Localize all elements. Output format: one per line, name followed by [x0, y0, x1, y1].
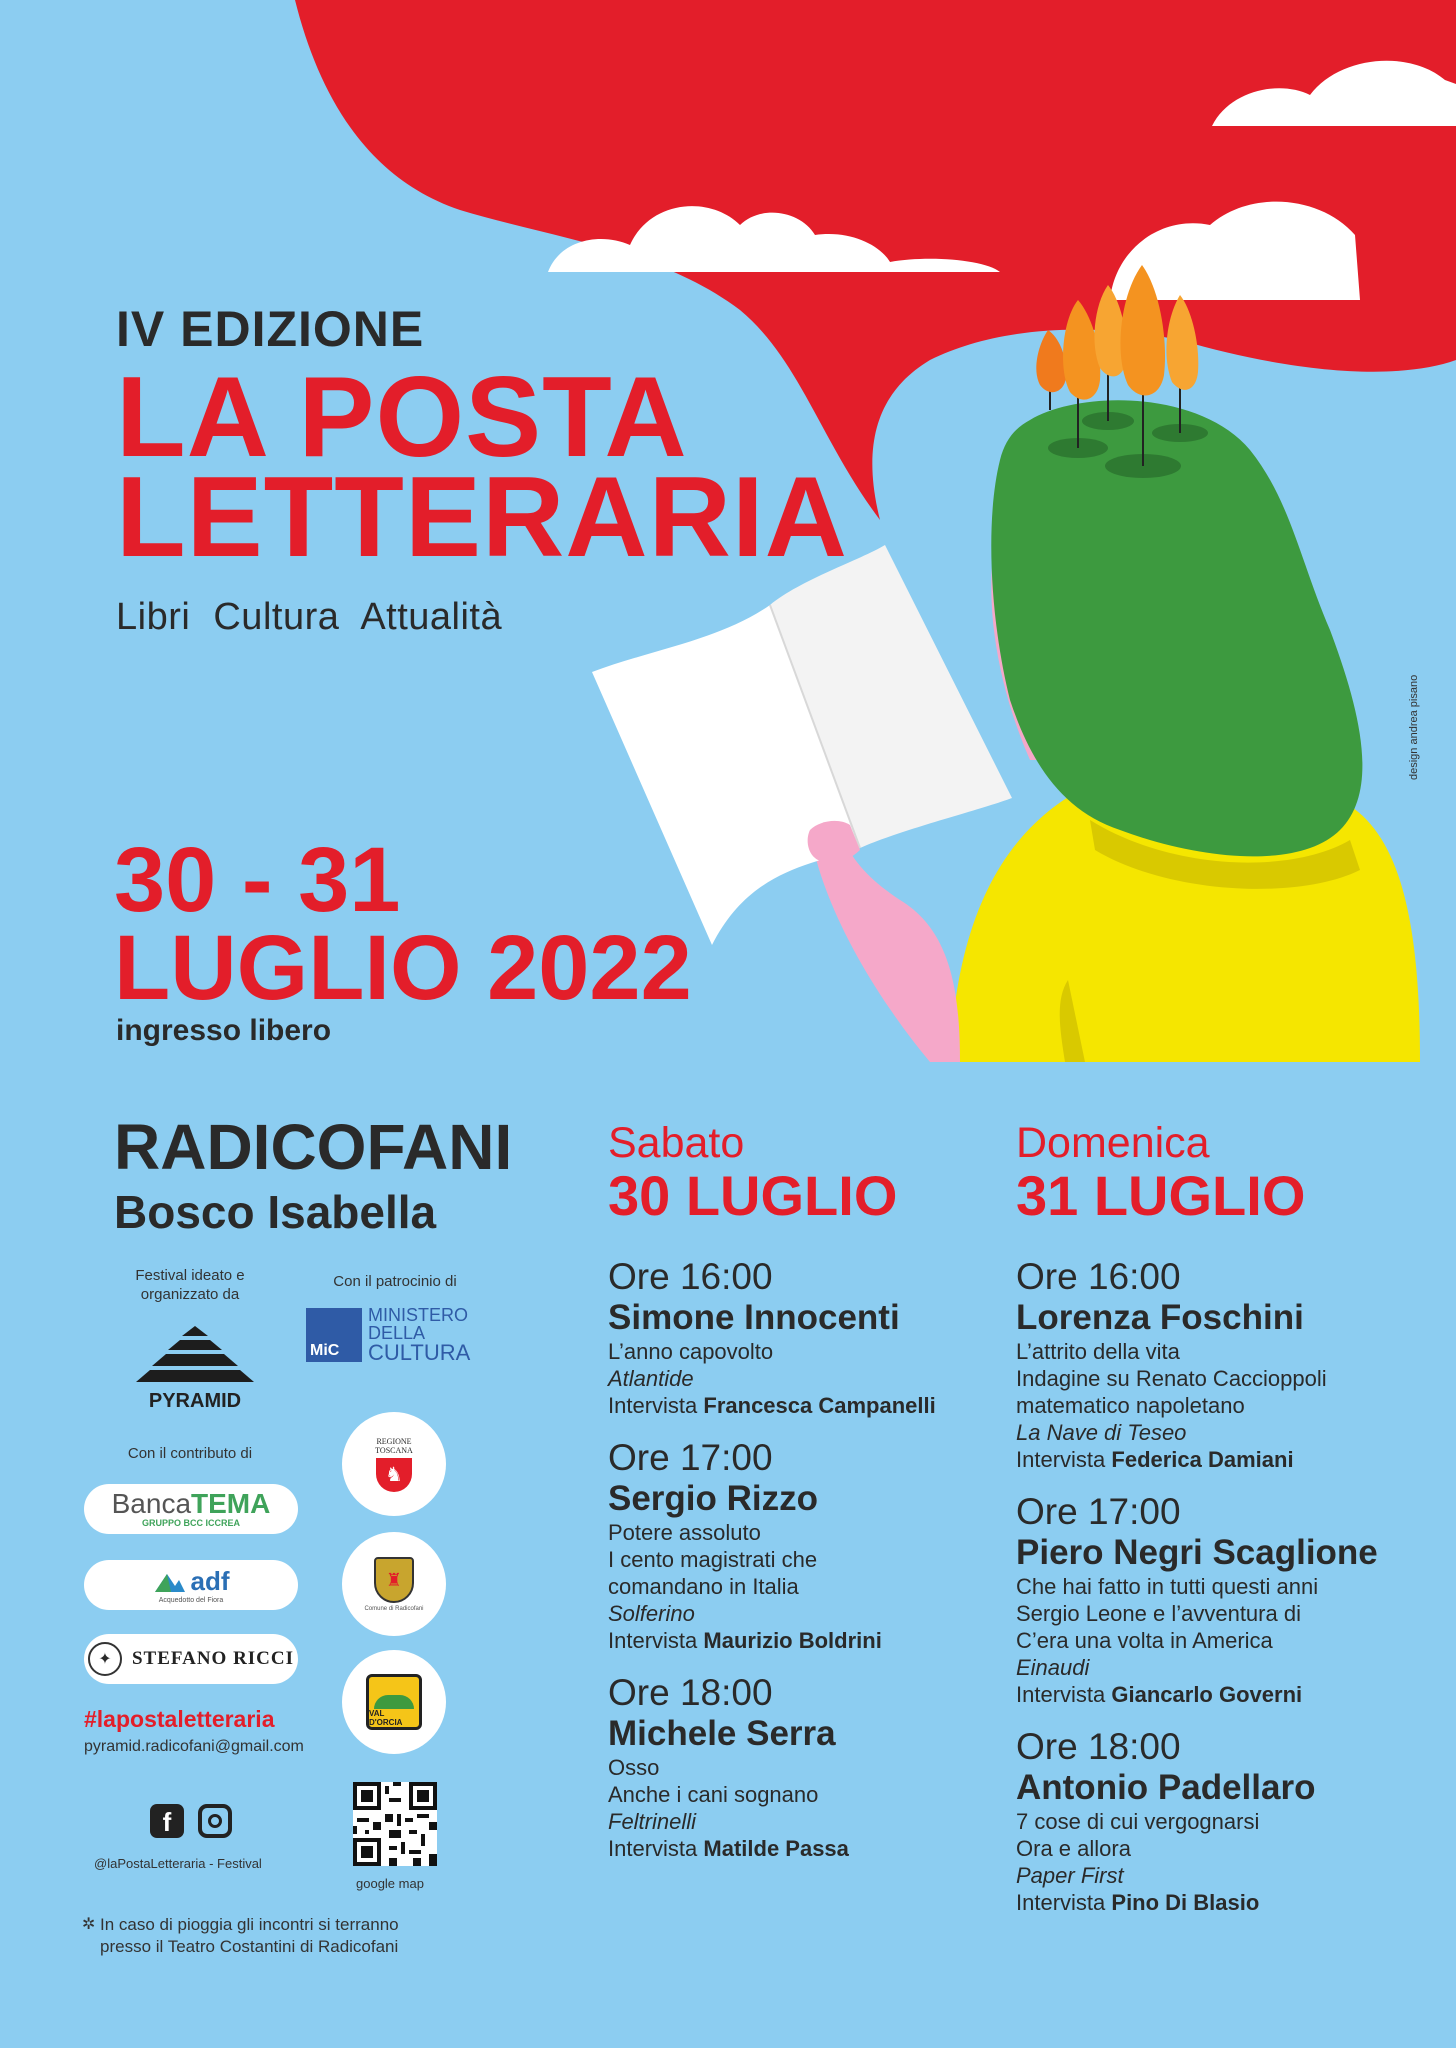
event-book: Che hai fatto in tutti questi anni — [1016, 1574, 1319, 1599]
contact-email[interactable]: pyramid.radicofani@gmail.com — [84, 1738, 304, 1755]
comune-text: Comune di Radicofani — [364, 1605, 424, 1612]
interviewer-name: Maurizio Boldrini — [703, 1628, 882, 1653]
facebook-icon[interactable]: f — [150, 1804, 184, 1838]
hill-icon — [374, 1695, 414, 1709]
comune-radicofani-logo — [342, 1532, 446, 1636]
edition-label: IV EDIZIONE — [116, 301, 425, 357]
organizer-label-2: organizzato da — [140, 1286, 240, 1303]
event-book-subtitle-1: Sergio Leone e l’avventura di — [1016, 1601, 1301, 1626]
contribution-label: Con il contributo di — [127, 1445, 253, 1462]
event-publisher: La Nave di Teseo — [1016, 1420, 1187, 1445]
event-book-subtitle-2: C’era una volta in America — [1016, 1628, 1273, 1653]
event-book-subtitle-1: Anche i cani sognano — [608, 1782, 819, 1807]
adf-logo — [84, 1560, 298, 1610]
regione-text: REGIONE TOSCANA — [375, 1436, 413, 1455]
interviewer-name: Federica Damiani — [1111, 1447, 1294, 1472]
rain-notice — [82, 1914, 399, 1958]
event-author: Simone Innocenti — [608, 1298, 900, 1337]
coat-of-arms-icon: ♜ — [374, 1557, 414, 1603]
program-saturday — [608, 1118, 1008, 1880]
event-author: Sergio Rizzo — [608, 1479, 819, 1518]
festival-title — [116, 354, 848, 581]
social-handle: @laPostaLetteraria - Festival — [94, 1856, 262, 1871]
event-item — [1016, 1256, 1426, 1473]
stefano-ricci-logo — [84, 1634, 298, 1684]
venue-name: Bosco Isabella — [114, 1186, 437, 1238]
event-item — [1016, 1491, 1426, 1708]
event-author: Antonio Padellaro — [1016, 1768, 1316, 1807]
event-interviewer — [608, 1835, 1008, 1862]
event-author: Piero Negri Scaglione — [1016, 1533, 1378, 1572]
val-dorcia-logo — [342, 1650, 446, 1754]
event-item — [608, 1672, 1008, 1862]
town-name: RADICOFANI — [114, 1111, 513, 1183]
val-dorcia-text: VAL D'ORCIA — [369, 1709, 403, 1727]
adf-mountain-icon — [153, 1570, 187, 1594]
event-time: Ore 18:00 — [1016, 1726, 1181, 1767]
festival-dates — [114, 829, 692, 1019]
program-sunday — [1016, 1118, 1426, 1934]
interview-label: Intervista — [1016, 1890, 1106, 1915]
organizer-label — [110, 1266, 270, 1304]
dates-line-1: 30 - 31 — [114, 829, 401, 931]
title-line-2: LETTERARIA — [116, 454, 848, 581]
star-icon: ✲ — [82, 1916, 96, 1933]
event-time: Ore 16:00 — [1016, 1256, 1181, 1297]
interviewer-name: Giancarlo Governi — [1111, 1682, 1303, 1707]
event-time: Ore 17:00 — [1016, 1491, 1181, 1532]
event-publisher: Paper First — [1016, 1863, 1124, 1888]
event-book: Osso — [608, 1755, 660, 1780]
title-line-1: LA POSTA — [116, 354, 688, 481]
event-interviewer — [1016, 1681, 1426, 1708]
rain-notice-2: presso il Teatro Costantini di Radicofani — [100, 1937, 399, 1956]
day-name: Sabato — [608, 1119, 745, 1167]
rain-notice-1: In caso di pioggia gli incontri si terranno — [100, 1915, 399, 1934]
event-time: Ore 16:00 — [608, 1256, 773, 1297]
interviewer-name: Matilde Passa — [703, 1836, 849, 1861]
bancatema-text-1: Banca — [111, 1488, 192, 1519]
mic-text-3: CULTURA — [368, 1340, 471, 1365]
pegasus-icon: ♞ — [376, 1458, 412, 1492]
free-entry: ingresso libero — [116, 1014, 332, 1047]
interviewer-name: Francesca Campanelli — [703, 1393, 936, 1418]
event-publisher: Feltrinelli — [608, 1809, 697, 1834]
event-book-subtitle-2: comandano in Italia — [608, 1574, 799, 1599]
interview-label: Intervista — [1016, 1447, 1106, 1472]
event-book-subtitle-1: I cento magistrati che — [608, 1547, 818, 1572]
interview-label: Intervista — [608, 1836, 698, 1861]
dates-line-2: LUGLIO 2022 — [114, 917, 692, 1019]
social-icons — [150, 1804, 232, 1838]
event-book: Potere assoluto — [608, 1520, 761, 1545]
eagle-icon: ✦ — [88, 1642, 122, 1676]
event-item — [608, 1437, 1008, 1654]
mic-text-1: MINISTERO — [368, 1305, 469, 1325]
adf-text: adf — [190, 1566, 230, 1596]
organizer-label-1: Festival ideato e — [135, 1267, 245, 1284]
mic-badge: MiC — [306, 1308, 362, 1362]
event-item — [608, 1256, 1008, 1419]
interview-label: Intervista — [608, 1393, 698, 1418]
adf-sub: Acquedotto del Fiora — [158, 1597, 224, 1604]
bancatema-sub: GRUPPO BCC ICCREA — [141, 1518, 240, 1528]
mic-text-2: DELLA — [368, 1323, 426, 1343]
ministero-cultura-logo — [306, 1305, 496, 1365]
event-interviewer — [608, 1392, 1008, 1419]
day-name: Domenica — [1016, 1119, 1210, 1167]
day-date: 31 LUGLIO — [1016, 1164, 1306, 1227]
event-book-subtitle-1: Ora e allora — [1016, 1836, 1131, 1861]
interview-label: Intervista — [1016, 1682, 1106, 1707]
patronage-label: Con il patrocinio di — [333, 1273, 457, 1290]
event-interviewer — [1016, 1889, 1426, 1916]
event-author: Lorenza Foschini — [1016, 1298, 1304, 1337]
google-map-label: google map — [356, 1876, 424, 1891]
regione-toscana-logo — [342, 1412, 446, 1516]
event-time: Ore 17:00 — [608, 1437, 773, 1478]
event-item — [1016, 1726, 1426, 1916]
event-interviewer — [608, 1627, 1008, 1654]
instagram-icon[interactable] — [198, 1804, 232, 1838]
event-publisher: Atlantide — [608, 1366, 694, 1391]
interview-label: Intervista — [608, 1628, 698, 1653]
design-credit: design andrea pisano — [1408, 674, 1420, 780]
pyramid-label: PYRAMID — [148, 1390, 242, 1412]
event-book: L’anno capovolto — [608, 1339, 774, 1364]
stefano-ricci-text: STEFANO RICCI — [131, 1648, 295, 1669]
subtitle: Libri Cultura Attualità — [116, 596, 503, 638]
event-author: Michele Serra — [608, 1714, 836, 1753]
bancatema-text-2: TEMA — [191, 1488, 271, 1519]
hashtag: #lapostaletteraria — [84, 1706, 275, 1732]
event-book-subtitle-1: Indagine su Renato Caccioppoli — [1016, 1366, 1327, 1391]
event-publisher: Solferino — [608, 1601, 695, 1626]
event-time: Ore 18:00 — [608, 1672, 773, 1713]
event-book-subtitle-2: matematico napoletano — [1016, 1393, 1245, 1418]
qr-code[interactable] — [353, 1782, 437, 1866]
bancatema-logo — [84, 1484, 298, 1534]
event-book: 7 cose di cui vergognarsi — [1016, 1809, 1260, 1834]
interviewer-name: Pino Di Blasio — [1111, 1890, 1260, 1915]
mic-text — [368, 1306, 470, 1364]
event-publisher: Einaudi — [1016, 1655, 1090, 1680]
day-date: 30 LUGLIO — [608, 1164, 898, 1227]
event-book: L’attrito della vita — [1016, 1339, 1180, 1364]
event-interviewer — [1016, 1446, 1426, 1473]
